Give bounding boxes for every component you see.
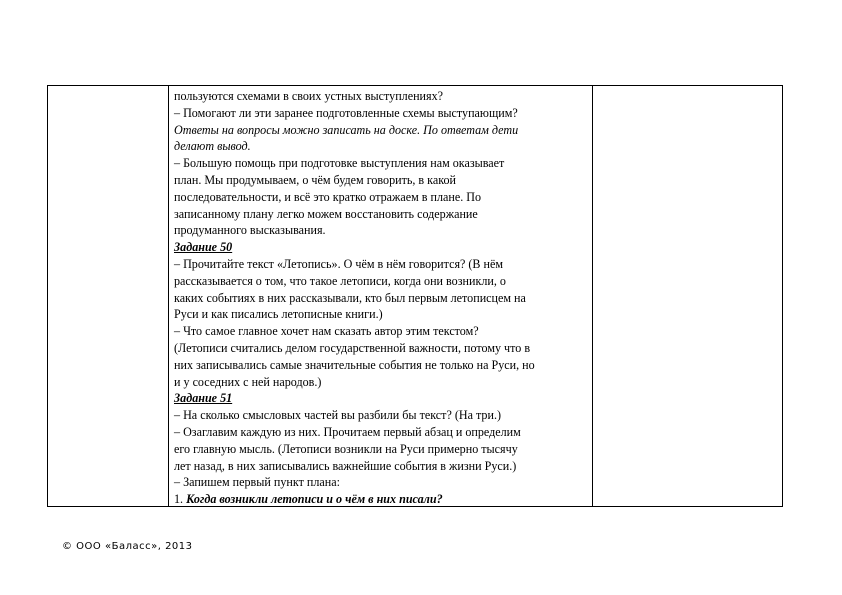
text-line: план. Мы продумываем, о чём будем говорить, в какой: [174, 172, 457, 187]
plan-item-text: Когда возникли летописи и о чём в них писали?: [186, 492, 443, 507]
text-line: каких событиях в них рассказывали, кто был первым летописцем на: [174, 290, 526, 305]
text-line: – Прочитайте текст «Летопись». О чём в нём говорится? (В нём: [174, 256, 504, 271]
text-line: – Большую помощь при подготовке выступления нам оказывает: [174, 156, 505, 171]
text-line: его главную мысль. (Летописи возникли на Руси примерно тысячу: [174, 441, 518, 456]
text-line: Задание 50: [174, 240, 233, 255]
text-line: – Что самое главное хочет нам сказать автор этим текстом?: [174, 324, 479, 339]
text-line: последовательности, и всё это кратко отражаем в плане. По: [174, 189, 482, 204]
text-line: Руси и как писались летописные книги.): [174, 307, 383, 322]
text-line: – Помогают ли эти заранее подготовленные схемы выступающим?: [174, 105, 518, 120]
text-line: них записывались самые значительные события не только на Руси, но: [174, 357, 535, 372]
copyright-footer: © ООО «Баласс», 2013: [62, 541, 193, 552]
text-line: Задание 51: [174, 391, 233, 406]
text-line: Ответы на вопросы можно записать на доске. По ответам дети: [174, 122, 519, 137]
column-divider-left: [168, 86, 169, 506]
text-line: продуманного высказывания.: [174, 223, 326, 238]
text-line: записанному плану легко можем восстановить содержание: [174, 206, 478, 221]
lesson-table: [47, 85, 783, 507]
text-line: рассказывается о том, что такое летописи, когда они возникли, о: [174, 273, 506, 288]
column-divider-right: [592, 86, 593, 506]
text-line: лет назад, в них записывались важнейшие события в жизни Руси.): [174, 458, 517, 473]
text-line: [174, 491, 589, 508]
lesson-text-cell: [174, 88, 589, 508]
text-line: – Озаглавим каждую из них. Прочитаем первый абзац и определим: [174, 424, 521, 439]
text-line: пользуются схемами в своих устных выступлениях?: [174, 89, 444, 103]
text-line: (Летописи считались делом государственной важности, потому что в: [174, 340, 531, 355]
text-line: – Запишем первый пункт плана:: [174, 475, 340, 490]
plan-item-number: 1.: [174, 492, 187, 507]
text-line: делают вывод.: [174, 139, 251, 154]
text-line: и у соседних с ней народов.): [174, 374, 322, 389]
text-line: – На сколько смысловых частей вы разбили бы текст? (На три.): [174, 408, 501, 423]
